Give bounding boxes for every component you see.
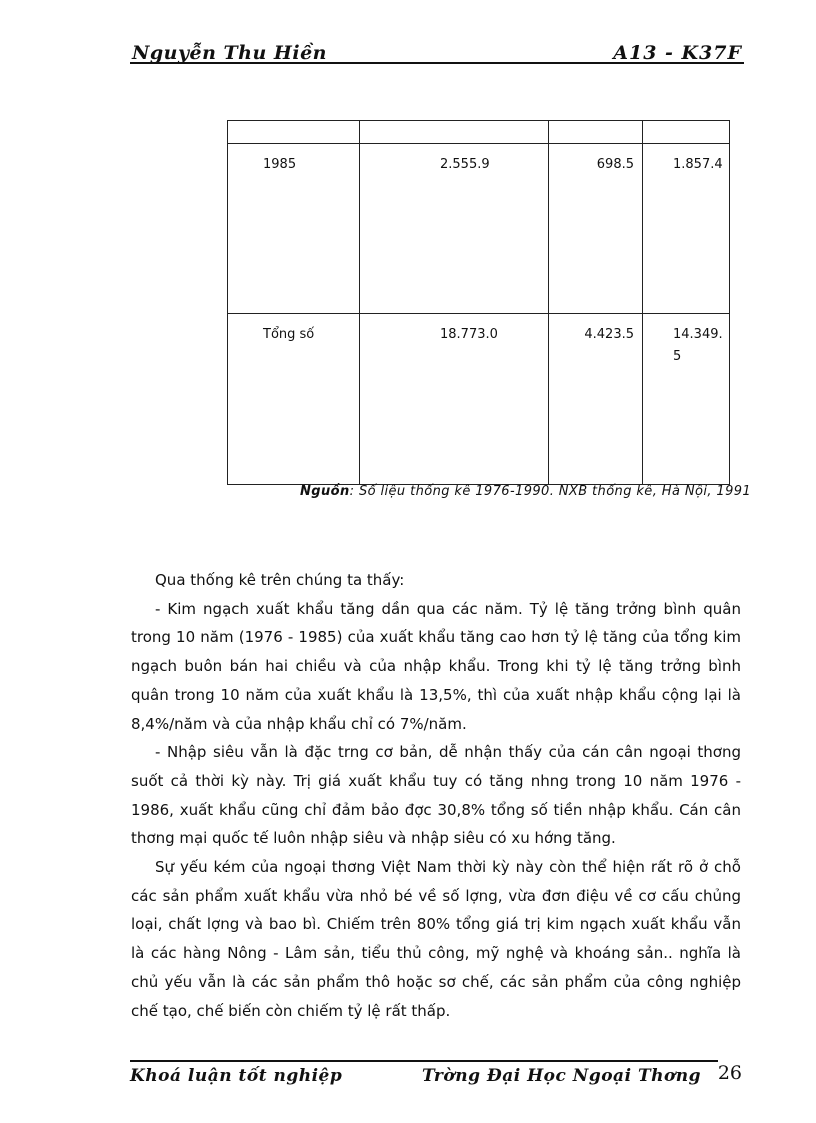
table-row xyxy=(228,144,730,314)
total-trade-cell: 18.773.0 xyxy=(360,314,549,485)
trade-statistics-table xyxy=(227,120,730,485)
source-label: Nguồn xyxy=(300,484,350,499)
class-code: A13 - K37F xyxy=(613,42,742,64)
page-number: 26 xyxy=(717,1062,742,1084)
table-source-note xyxy=(300,484,751,499)
export-cell: 698.5 xyxy=(549,144,643,314)
paragraph: Qua thống kê trên chúng ta thấy: xyxy=(155,571,405,589)
author-name: Nguyễn Thu Hiền xyxy=(132,42,327,64)
page-footer xyxy=(130,1062,744,1090)
university-name: Trờng Đại Học Ngoại Thơng xyxy=(422,1066,702,1086)
import-cell: 1.857.4 xyxy=(643,144,730,314)
year-cell: 1985 xyxy=(228,144,360,314)
header-cell xyxy=(360,121,549,144)
footer-divider xyxy=(130,1060,718,1062)
body-text xyxy=(131,566,741,1025)
year-cell: Tổng số xyxy=(228,314,360,485)
header-divider xyxy=(130,62,744,64)
paragraph: - Kim ngạch xuất khẩu tăng dần qua các năm. Tỷ lệ tăng trởng bình quân trong 10 năm (1976 - 1985) của xuất khẩu tăng cao hơn tỷ lệ tăng của tổng kim ngạch buôn bán hai chiều và của nhập khẩu. Trong khi tỷ lệ tăng trởng bình quân trong 10 năm của xuất khẩu là 13,5%, thì của xuất nhập khẩu cộng lại là 8,4%/năm và của nhập khẩu chỉ có 7%/năm. xyxy=(131,599,741,733)
thesis-label: Khoá luận tốt nghiệp xyxy=(130,1066,343,1086)
header-cell xyxy=(643,121,730,144)
paragraph: - Nhập siêu vẫn là đặc trng cơ bản, dễ nhận thấy của cán cân ngoại thơng suốt cả thời kỳ này. Trị giá xuất khẩu tuy có tăng nhng trong 10 năm 1976 - 1986, xuất khẩu cũng chỉ đảm bảo đợc 30,8% tổng số tiền nhập khẩu. Cán cân thơng mại quốc tế luôn nhập siêu và nhập siêu có xu hớng tăng. xyxy=(131,743,741,848)
header-cell xyxy=(228,121,360,144)
source-text: : Số liệu thống kê 1976-1990. NXB thống kê, Hà Nội, 1991 xyxy=(349,484,752,499)
import-cell: 14.349.5 xyxy=(643,314,730,485)
page-header xyxy=(130,42,744,64)
table-header-row xyxy=(228,121,730,144)
total-trade-cell: 2.555.9 xyxy=(360,144,549,314)
export-cell: 4.423.5 xyxy=(549,314,643,485)
paragraph: Sự yếu kém của ngoại thơng Việt Nam thời kỳ này còn thể hiện rất rõ ở chỗ các sản phẩm xuất khẩu vừa nhỏ bé về số lợng, vừa đơn điệu về cơ cấu chủng loại, chất lợng và bao bì. Chiếm trên 80% tổng giá trị kim ngạch xuất khẩu vẫn là các hàng Nông - Lâm sản, tiểu thủ công, mỹ nghệ và khoáng sản.. nghĩa là chủ yếu vẫn là các sản phẩm thô hoặc sơ chế, các sản phẩm của công nghiệp chế tạo, chế biến còn chiếm tỷ lệ rất thấp. xyxy=(131,858,741,1020)
table-row xyxy=(228,314,730,485)
header-cell xyxy=(549,121,643,144)
